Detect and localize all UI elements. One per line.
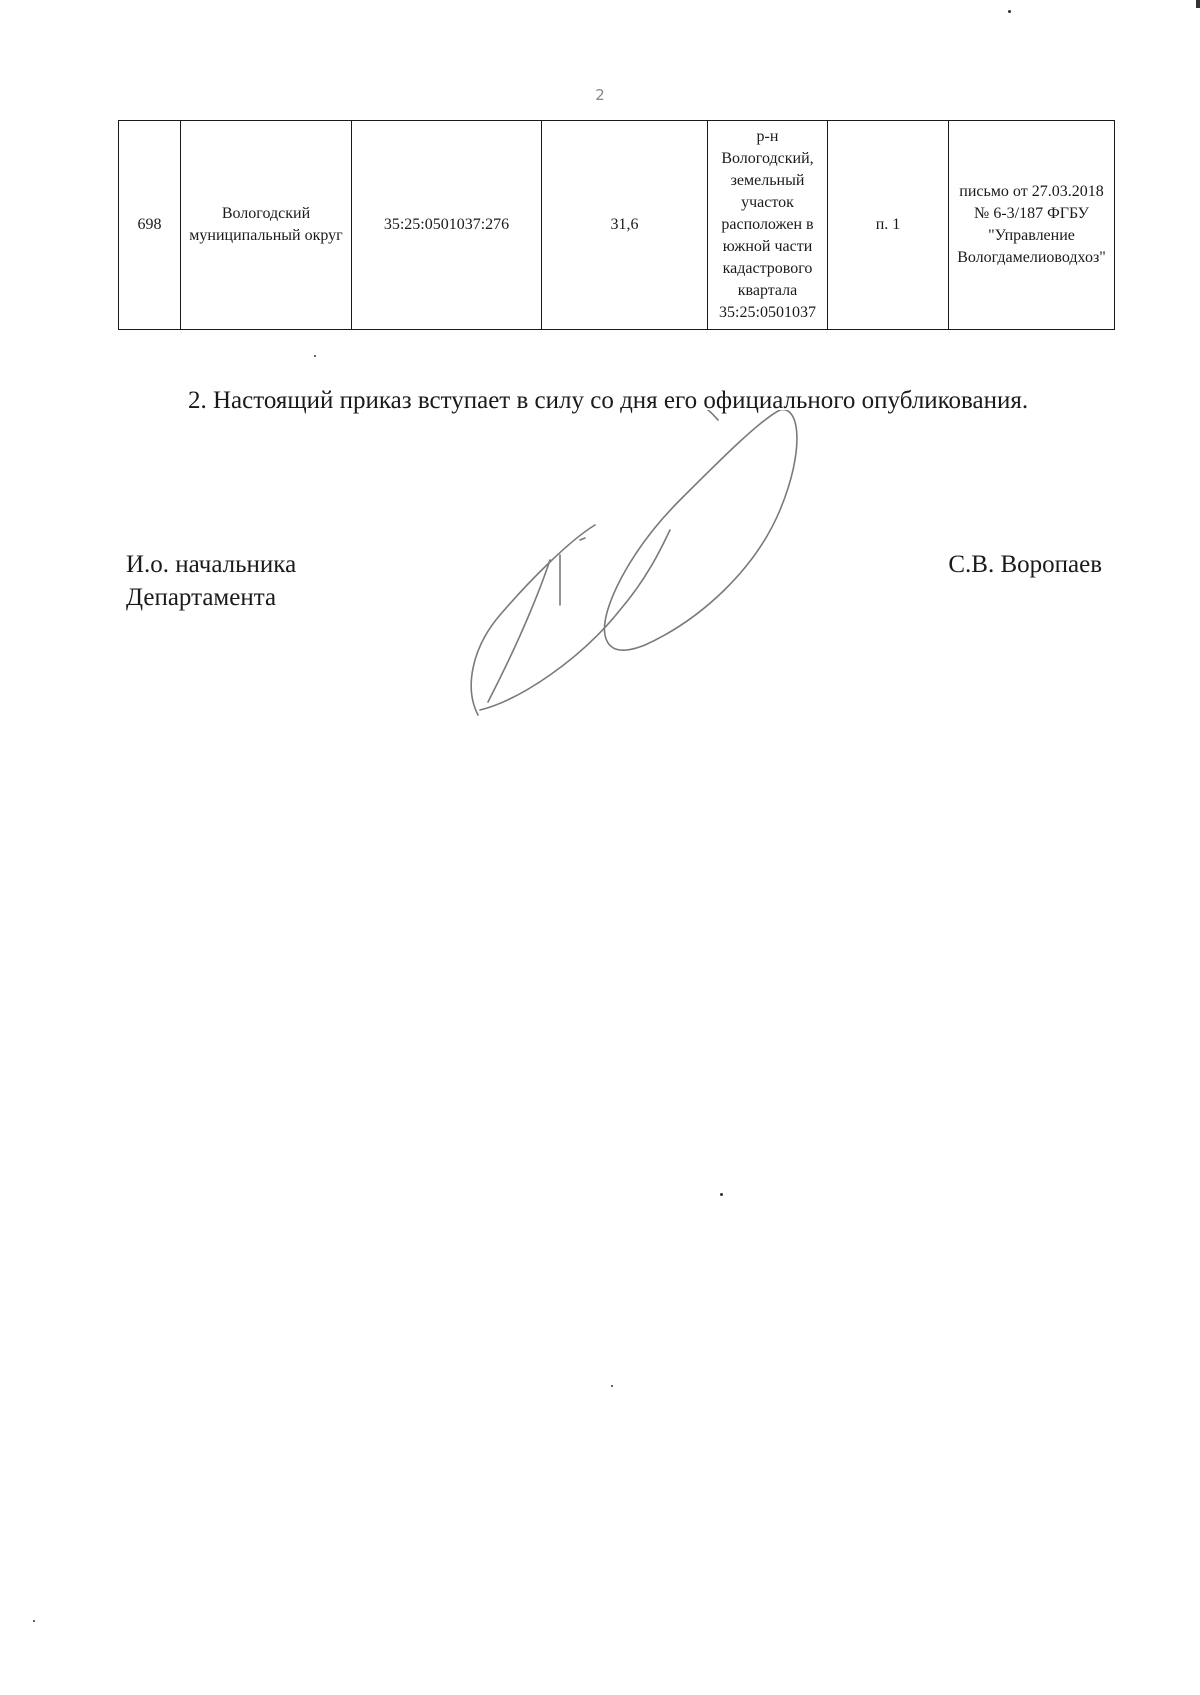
scan-speck	[33, 1620, 35, 1622]
scan-speck	[1008, 10, 1011, 13]
signatory-title-line2: Департамента	[126, 584, 277, 611]
signatory-title	[126, 548, 296, 614]
scan-speck	[314, 355, 316, 357]
signatory-title-line1: И.о. начальника	[126, 551, 297, 578]
page-number: 2	[595, 86, 605, 104]
table-row	[119, 121, 1115, 330]
land-plot-table	[118, 120, 1115, 330]
district-cell: Вологодский муниципальный округ	[181, 121, 352, 330]
scan-speck	[1196, 0, 1200, 8]
handwritten-signature	[460, 410, 840, 730]
basis-cell: письмо от 27.03.2018 № 6-3/187 ФГБУ "Управление Вологдамелиоводхоз"	[949, 121, 1115, 330]
row-number-cell: 698	[119, 121, 181, 330]
area-cell: 31,6	[542, 121, 708, 330]
scan-speck	[720, 1193, 723, 1196]
signatory-name: С.В. Воропаев	[948, 551, 1102, 578]
paragraph-text: 2. Настоящий приказ вступает в силу со дня его официального опубликования.	[188, 387, 1029, 414]
location-cell: р-н Вологодский, земельный участок расположен в южной части кадастрового квартала 35:25:0501037	[708, 121, 828, 330]
clause-cell: п. 1	[828, 121, 949, 330]
cadastral-number-cell: 35:25:0501037:276	[352, 121, 542, 330]
scan-speck	[611, 1385, 613, 1387]
